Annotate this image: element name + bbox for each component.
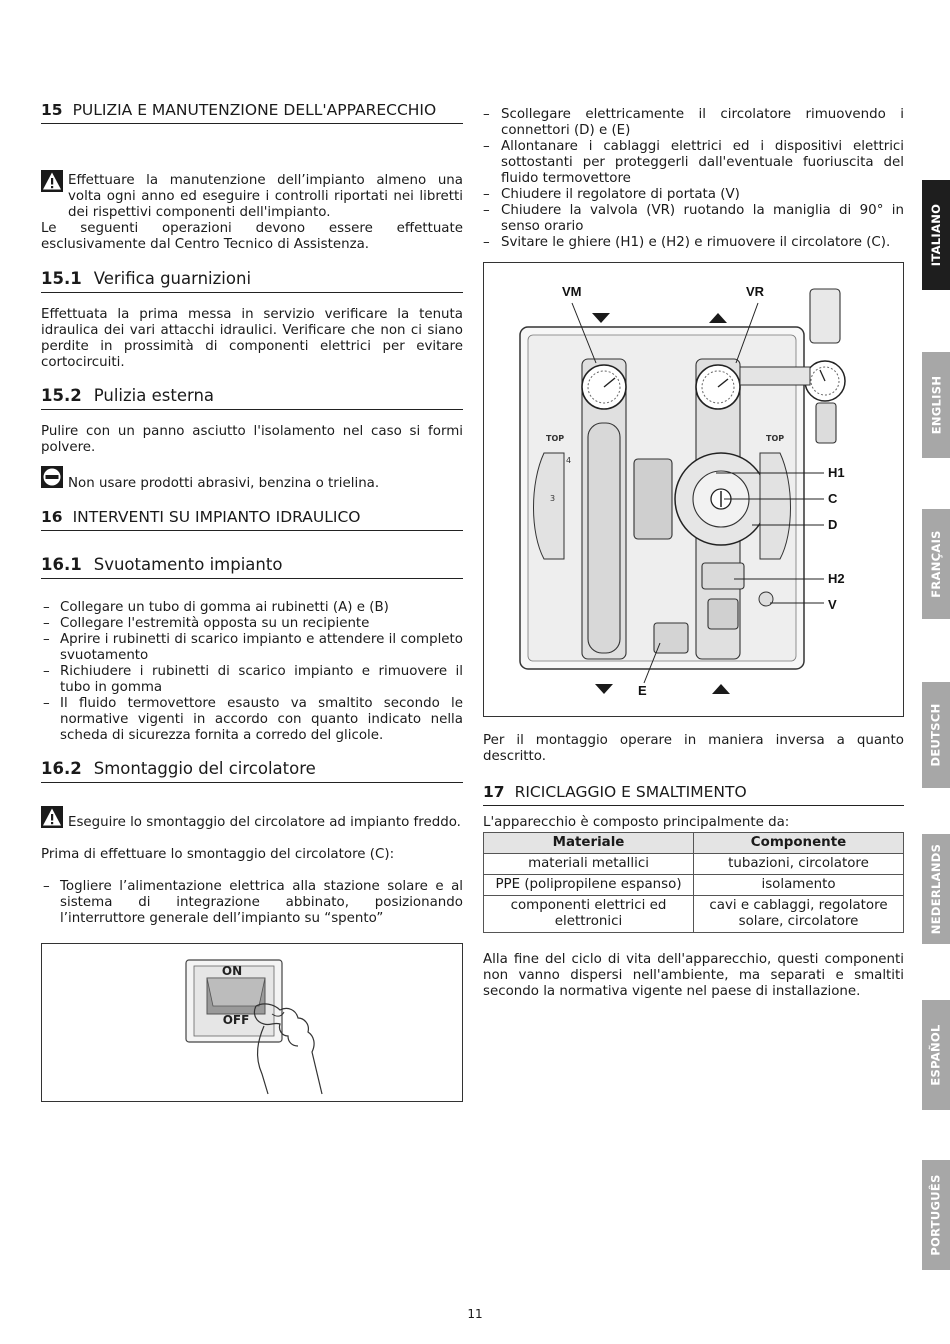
tab-italiano[interactable] bbox=[922, 180, 950, 290]
header-component: Componente bbox=[694, 833, 904, 854]
gasket-check-text: Effettuata la prima messa in servizio verificare la tenuta idraulica dei vari attacchi idraulici. Verificare che non ci siano perdite in prossimità di componenti elettrici per evitare cortocircuiti. bbox=[41, 307, 463, 370]
section-title: PULIZIA E MANUTENZIONE DELL'APPARECCHIO bbox=[72, 101, 437, 119]
switch-off-label: OFF bbox=[222, 1013, 250, 1027]
label-e: E bbox=[638, 683, 647, 698]
tab-label: NEDERLANDS bbox=[929, 843, 944, 935]
tab-deutsch[interactable] bbox=[922, 682, 950, 788]
disassembly-steps-right bbox=[456, 107, 904, 251]
draining-steps bbox=[14, 600, 463, 744]
power-switch-figure bbox=[41, 943, 463, 1102]
part-4-label: 4 bbox=[566, 456, 572, 465]
warning-text: Eseguire lo smontaggio del circolatore ad impianto freddo. bbox=[68, 815, 461, 830]
table-header-row bbox=[484, 833, 904, 854]
tab-label: ENGLISH bbox=[929, 375, 944, 435]
section-15-1-heading bbox=[41, 268, 463, 293]
prohibition-icon bbox=[41, 466, 63, 488]
table-cell: tubazioni, circolatore bbox=[694, 854, 904, 875]
prohibition-note bbox=[41, 469, 463, 492]
list-item: – Togliere l’alimentazione elettrica alla stazione solare e al sistema di integrazione abbinato, posizionando l’interruttore generale dell’impianto su “spento” bbox=[14, 879, 463, 927]
tab-label: DEUTSCH bbox=[929, 703, 943, 767]
section-title: Verifica guarnizioni bbox=[93, 269, 252, 288]
tab-label: ITALIANO bbox=[929, 203, 944, 267]
section-17-heading bbox=[483, 782, 904, 806]
list-item: – Scollegare elettricamente il circolatore rimuovendo i connettori (D) e (E) bbox=[456, 107, 904, 139]
cold-system-warning bbox=[41, 809, 463, 831]
warning-text: Effettuare la manutenzione dell’impianto almeno una volta ogni anno ed eseguire i controlli riportati nei libretti dei rispettivi componenti dell'impianto. bbox=[68, 173, 463, 220]
section-15-heading bbox=[41, 100, 463, 124]
table-cell: isolamento bbox=[694, 875, 904, 896]
service-note: Le seguenti operazioni devono essere effettuate esclusivamente dal Centro Tecnico di Assistenza. bbox=[41, 221, 463, 252]
section-16-1-heading bbox=[41, 554, 463, 579]
pump-station-diagram bbox=[484, 263, 903, 716]
tab-label: ESPAÑOL bbox=[929, 1024, 943, 1086]
table-cell: componenti elettrici ed elettronici bbox=[484, 896, 694, 933]
list-item: – Chiudere il regolatore di portata (V) bbox=[456, 187, 904, 203]
top-left-label: TOP bbox=[546, 434, 565, 443]
label-h1: H1 bbox=[828, 465, 845, 480]
disassembly-steps-left bbox=[14, 879, 463, 927]
label-v: V bbox=[828, 597, 837, 612]
list-item: – Svitare le ghiere (H1) e (H2) e rimuovere il circolatore (C). bbox=[456, 235, 904, 251]
section-number: 15 bbox=[41, 101, 63, 119]
tab-label: FRANÇAIS bbox=[929, 530, 944, 598]
top-right-label: TOP bbox=[766, 434, 785, 443]
left-column bbox=[41, 100, 463, 1102]
list-item: – Il fluido termovettore esausto va smaltito secondo le normative vigenti in accordo con quanto indicato nella scheda di sicurezza fornita a corredo del glicole. bbox=[14, 696, 463, 744]
maintenance-warning bbox=[41, 173, 463, 221]
section-title: Svuotamento impianto bbox=[93, 555, 283, 574]
prohibition-text: Non usare prodotti abrasivi, benzina o trielina. bbox=[68, 476, 380, 491]
table-row bbox=[484, 896, 904, 933]
label-d: D bbox=[828, 517, 838, 532]
section-16-2-heading bbox=[41, 758, 463, 783]
section-number: 15.2 bbox=[41, 386, 82, 405]
language-tabs bbox=[922, 0, 950, 1344]
materials-intro: L'apparecchio è composto principalmente da: bbox=[483, 815, 790, 830]
table-row bbox=[484, 875, 904, 896]
section-number: 16 bbox=[41, 508, 63, 526]
section-title: Smontaggio del circolatore bbox=[93, 759, 316, 778]
tab-english[interactable] bbox=[922, 352, 950, 458]
reassembly-note: Per il montaggio operare in maniera inversa a quanto descritto. bbox=[483, 733, 904, 764]
tab-francais[interactable] bbox=[922, 509, 950, 619]
table-cell: materiali metallici bbox=[484, 854, 694, 875]
disassembly-intro: Prima di effettuare lo smontaggio del circolatore (C): bbox=[41, 847, 395, 862]
label-c: C bbox=[828, 491, 838, 506]
list-item: – Collegare un tubo di gomma ai rubinetti (A) e (B) bbox=[14, 600, 463, 616]
disposal-text: Alla fine del ciclo di vita dell'apparecchio, questi componenti non vanno dispersi nell'ambiente, ma separati e smaltiti secondo la normativa vigente nel paese di installazione. bbox=[483, 952, 904, 999]
tab-espanol[interactable] bbox=[922, 1000, 950, 1110]
section-number: 16.1 bbox=[41, 555, 82, 574]
header-material: Materiale bbox=[484, 833, 694, 854]
list-item: – Collegare l'estremità opposta su un recipiente bbox=[14, 616, 463, 632]
list-item: – Allontanare i cablaggi elettrici ed i dispositivi elettrici sottostanti per proteggerli dall'eventuale fuoriuscita del fluido termovettore bbox=[456, 139, 904, 187]
label-vm: VM bbox=[562, 284, 582, 299]
warning-icon bbox=[41, 170, 63, 192]
table-cell: PPE (polipropilene espanso) bbox=[484, 875, 694, 896]
warning-icon bbox=[41, 806, 63, 828]
section-15-2-heading bbox=[41, 385, 463, 410]
list-item: – Chiudere la valvola (VR) ruotando la maniglia di 90° in senso orario bbox=[456, 203, 904, 235]
section-title: INTERVENTI SU IMPIANTO IDRAULICO bbox=[72, 508, 361, 526]
section-title: RICICLAGGIO E SMALTIMENTO bbox=[514, 783, 747, 801]
pump-station-figure bbox=[483, 262, 904, 717]
section-16-heading bbox=[41, 507, 463, 531]
label-h2: H2 bbox=[828, 571, 845, 586]
tab-portugues[interactable] bbox=[922, 1160, 950, 1270]
tab-nederlands[interactable] bbox=[922, 834, 950, 944]
section-number: 15.1 bbox=[41, 269, 82, 288]
tab-label: PORTUGUÊS bbox=[929, 1174, 943, 1256]
section-number: 17 bbox=[483, 783, 505, 801]
switch-illustration bbox=[42, 944, 462, 1101]
section-number: 16.2 bbox=[41, 759, 82, 778]
label-vr: VR bbox=[746, 284, 765, 299]
right-column bbox=[483, 107, 904, 1000]
part-3-label: 3 bbox=[550, 494, 556, 503]
section-title: Pulizia esterna bbox=[93, 386, 215, 405]
switch-on-label: ON bbox=[221, 964, 243, 978]
list-item: – Richiudere i rubinetti di scarico impianto e rimuovere il tubo in gomma bbox=[14, 664, 463, 696]
materials-table bbox=[483, 832, 904, 933]
list-item: – Aprire i rubinetti di scarico impianto e attendere il completo svuotamento bbox=[14, 632, 463, 664]
external-cleaning-text: Pulire con un panno asciutto l'isolamento nel caso si formi polvere. bbox=[41, 424, 463, 455]
page-number: 11 bbox=[467, 1307, 483, 1321]
table-cell: cavi e cablaggi, regolatore solare, circolatore bbox=[694, 896, 904, 933]
table-row bbox=[484, 854, 904, 875]
